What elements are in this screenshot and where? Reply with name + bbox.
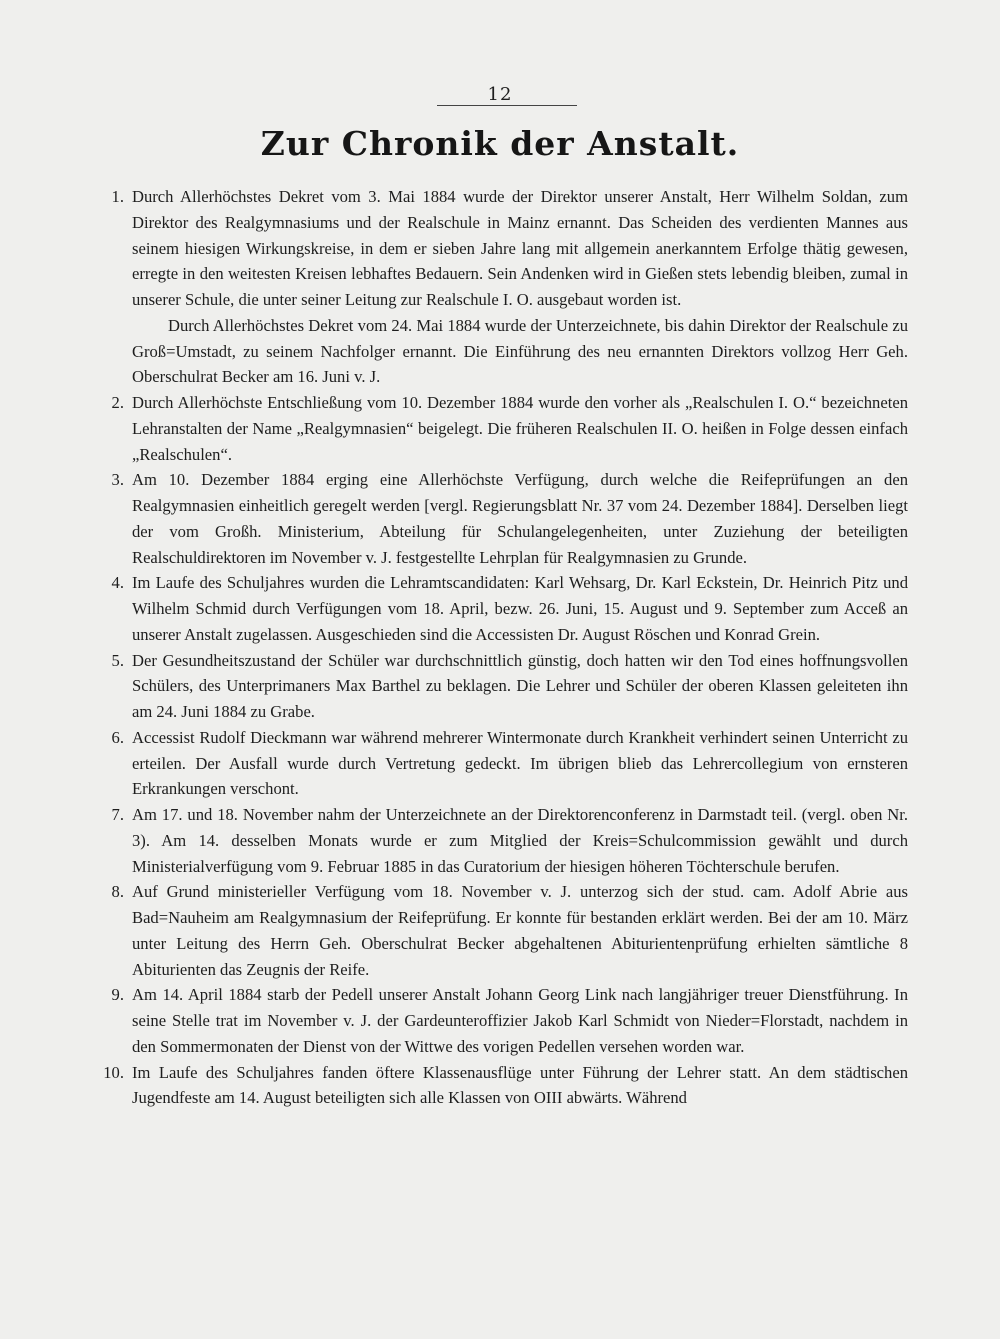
chronicle-entry — [100, 467, 908, 570]
entry-paragraph: Auf Grund ministerieller Verfügung vom 18. November v. J. unterzog sich der stud. cam. Adolf Abrie aus Bad=Nauheim am Realgymnasium der Reifeprüfung. Er konnte für bestanden erklärt werden. Bei der am 10. März unter Leitung des Herrn Geh. Oberschulrat Becker abgehaltenen Abiturientenprüfung erhielten sämtliche 8 Abiturienten das Zeugnis der Reife. — [132, 882, 908, 979]
entry-paragraph: Am 14. April 1884 starb der Pedell unserer Anstalt Johann Georg Link nach langjähriger treuer Dienstführung. In seine Stelle trat im November v. J. der Gardeunteroffizier Jakob Karl Schmidt von Nieder=Florstadt, nachdem in den Sommermonaten der Dienst von der Wittwe des vorigen Pedellen versehen worden war. — [132, 985, 908, 1056]
entry-paragraph: Im Laufe des Schuljahres wurden die Lehramtscandidaten: Karl Wehsarg, Dr. Karl Eckstein, Dr. Heinrich Pitz und Wilhelm Schmid durch Verfügungen vom 18. April, bezw. 26. Juni, 15. August und 9. September zum Accеß an unserer Anstalt zugelassen. Ausgeschieden sind die Accessisten Dr. August Röschen und Konrad Grein. — [132, 573, 908, 644]
chronicle-entry — [100, 1060, 908, 1112]
entry-number: 2. — [111, 393, 124, 412]
entry-paragraph: Durch Allerhöchste Entschließung vom 10. Dezember 1884 wurde den vorher als „Realschulen I. O.“ bezeichneten Lehranstalten der Name „Realgymnasien“ beigelegt. Die früheren Realschulen II. O. heißen in Folge dessen einfach „Realschulen“. — [132, 393, 908, 464]
chronicle-entry — [100, 725, 908, 802]
entry-paragraph: Accessist Rudolf Dieckmann war während mehrerer Wintermonate durch Krankheit verhindert seinen Unterricht zu erteilen. Der Ausfall wurde durch Vertretung gedeckt. Im übrigen blieb das Lehrercollegium von ernsteren Erkrankungen verschont. — [132, 727, 908, 799]
chronicle-entry — [100, 570, 908, 647]
chronicle-entry — [100, 802, 908, 879]
entry-number: 5. — [111, 650, 124, 670]
entry-number: 9. — [111, 985, 124, 1005]
entry-number: 4. — [111, 573, 124, 593]
entry-number: 3. — [111, 470, 124, 490]
chronicle-body — [100, 184, 908, 1111]
chronicle-entry — [100, 648, 908, 725]
entry-number: 6. — [111, 727, 124, 747]
page-number: 12 — [487, 84, 513, 105]
entry-paragraph: Durch Allerhöchstes Dekret vom 3. Mai 1884 wurde der Direktor unserer Anstalt, Herr Wilhelm Soldan, zum Direktor des Realgymnasiums und der Realschule in Mainz ernannt. Das Scheiden des verdienten Mannes aus seinem hiesigen Wirkungskreise, in dem er sieben Jahre lang mit allgemein anerkanntem Erfolge thätig gewesen, erregte in den weitesten Kreisen lebhaftes Bedauern. Sein Andenken wird in Gießen stets lebendig bleiben, zumal in unserer Schule, die unter seiner Leitung zur Realschule I. O. ausgebaut worden ist. — [132, 187, 908, 309]
entry-number: 10. — [103, 1062, 124, 1082]
entry-paragraph: Der Gesundheitszustand der Schüler war durchschnittlich günstig, doch hatten wir den Tod eines hoffnungsvollen Schülers, des Unterprimaners Max Barthel zu beklagen. Die Lehrer und Schüler der oberen Klassen geleiteten ihn am 24. Juni 1884 zu Grabe. — [132, 650, 908, 721]
entry-number: 7. — [111, 805, 124, 824]
chronicle-entry — [100, 184, 908, 390]
chronicle-entry — [100, 390, 908, 467]
page-title: Zur Chronik der Anstalt. — [260, 124, 740, 163]
entry-paragraph: Am 17. und 18. November nahm der Unterzeichnete an der Direktorenconferenz in Darmstadt teil. (vergl. oben Nr. 3). Am 14. desselben Monats wurde er zum Mitglied der Kreis=Schulcommission gewählt und durch Ministerialverfügung vom 9. Februar 1885 in das Curatorium der hiesigen höheren Töchterschule berufen. — [132, 805, 908, 876]
header-rule — [437, 105, 577, 106]
entry-number: 1. — [111, 187, 124, 206]
entry-paragraph: Durch Allerhöchstes Dekret vom 24. Mai 1884 wurde der Unterzeichnete, bis dahin Direktor der Realschule zu Groß=Umstadt, zu seinem Nachfolger ernannt. Die Einführung des neu ernannten Direktors vollzog Herr Geh. Oberschulrat Becker am 16. Juni v. J. — [132, 315, 908, 387]
entry-number: 8. — [111, 882, 124, 902]
chronicle-entry — [100, 879, 908, 982]
chronicle-entry — [100, 982, 908, 1059]
entry-paragraph: Am 10. Dezember 1884 erging eine Allerhöchste Verfügung, durch welche die Reifeprüfungen an den Realgymnasien einheitlich geregelt werden [vergl. Regierungsblatt Nr. 37 vom 24. Dezember 1884]. Derselben liegt der vom Großh. Ministerium, Abteilung für Schulangelegenheiten, unter Zuziehung der beteiligten Realschuldirektoren im November v. J. festgestellte Lehrplan für Realgymnasien zu Grunde. — [132, 470, 908, 567]
entry-paragraph: Im Laufe des Schuljahres fanden öftere Klassenausflüge unter Führung der Lehrer statt. An dem städtischen Jugendfeste am 14. August beteiligten sich alle Klassen von OIII abwärts. Während — [132, 1062, 908, 1108]
